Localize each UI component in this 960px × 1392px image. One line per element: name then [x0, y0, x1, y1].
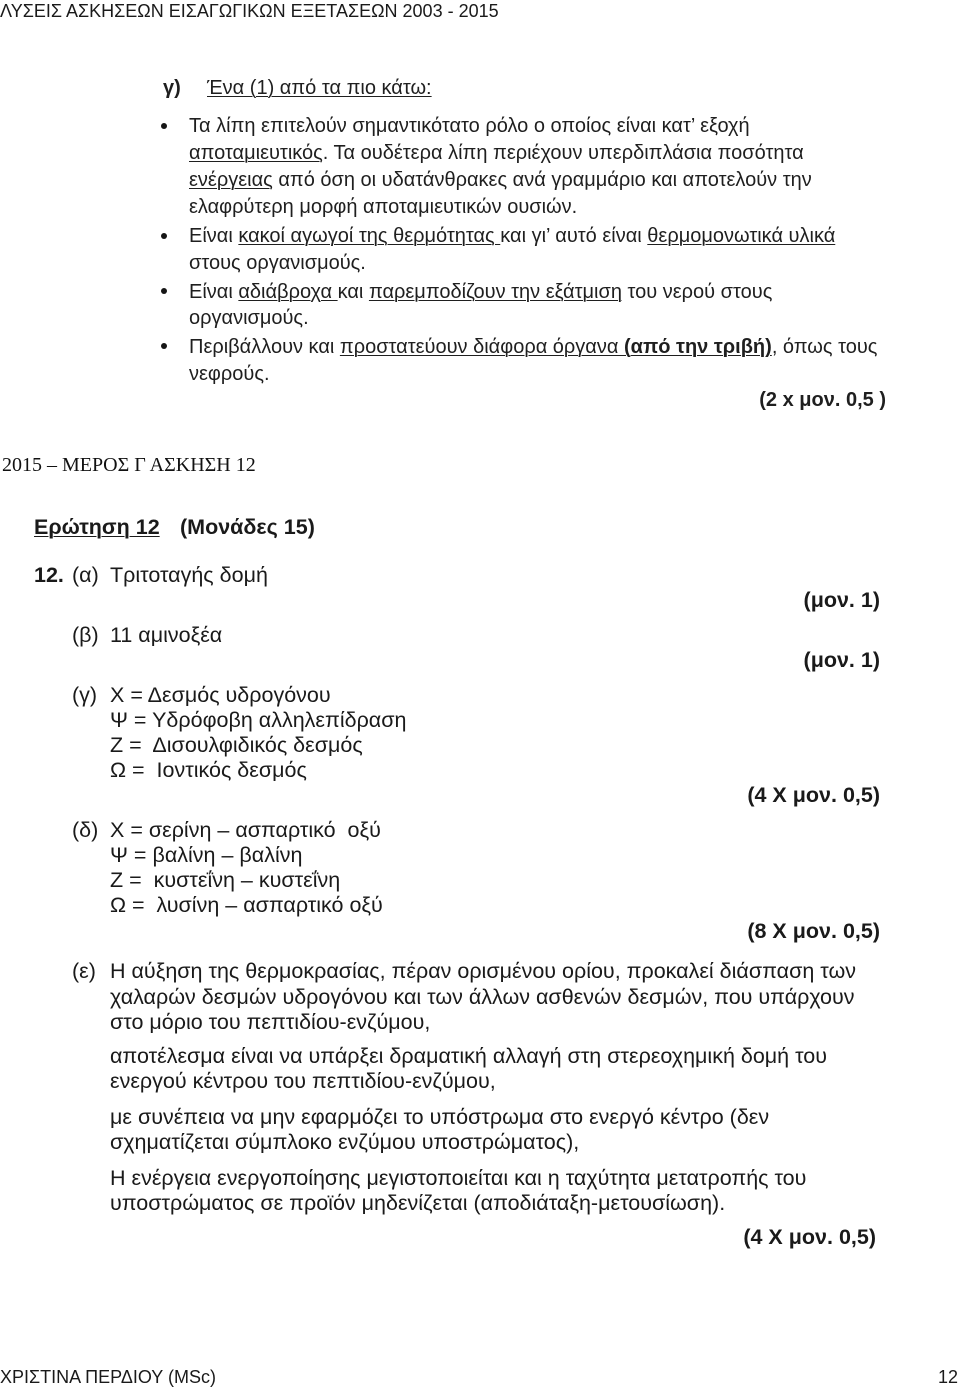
- subpart-d-label: (δ): [72, 818, 99, 842]
- underlined-term: κακοί αγωγοί της θερμότητας: [238, 225, 501, 247]
- subpart-a-marks: (μον. 1): [803, 588, 880, 612]
- part-g-marks: (2 x μον. 0,5 ): [759, 389, 886, 411]
- subpart-b-label: (β): [72, 623, 99, 647]
- underlined-term: ενέργειας: [189, 169, 273, 191]
- page-number: 12: [937, 1367, 958, 1387]
- bullet-icon: [161, 233, 167, 239]
- subpart-c-line: Ω = Ιοντικός δεσμός: [110, 758, 307, 782]
- bullet-1-line-2: [189, 141, 804, 165]
- question-number: 12.: [34, 563, 64, 587]
- text-run: ελαφρύτερη μορφή αποταμιευτικών ουσιών.: [189, 196, 578, 218]
- subpart-b-marks: (μον. 1): [803, 648, 880, 672]
- subpart-e-line: Η αύξηση της θερμοκρασίας, πέραν ορισμένου ορίου, προκαλεί διάσπαση των: [110, 959, 856, 983]
- subpart-e-line: χαλαρών δεσμών υδρογόνου και των άλλων ασθενών δεσμών, που υπάρχουν: [110, 985, 855, 1009]
- subpart-b-answer: 11 αμινοξέα: [110, 623, 223, 647]
- bullet-2-line-1: [189, 224, 835, 248]
- text-run: από όση οι υδατάνθρακες ανά γραμμάριο και αποτελούν την: [272, 169, 812, 191]
- question-title: Ερώτηση 12: [34, 515, 160, 539]
- text-run: και: [337, 281, 369, 303]
- underlined-term: θερμομονωτικά υλικά: [647, 225, 836, 247]
- underlined-term: αδιάβροχα: [238, 281, 338, 303]
- subpart-e-line: ενεργού κέντρου του πεπτιδίου-ενζύμου,: [110, 1069, 496, 1093]
- subpart-d-line: Χ = σερίνη – ασπαρτικό οξύ: [110, 818, 381, 842]
- text-run: οργανισμούς.: [189, 307, 309, 329]
- bullet-2-line-2: [189, 251, 366, 275]
- text-run: Περιβάλλουν και: [189, 336, 340, 358]
- bullet-icon: [161, 343, 167, 349]
- subpart-d-line: Ω = λυσίνη – ασπαρτικό οξύ: [110, 893, 383, 917]
- subpart-e-line: σχηματίζεται σύμπλοκο ενζύμου υποστρώματος),: [110, 1130, 580, 1154]
- text-run: και γι’ αυτό είναι: [500, 225, 648, 247]
- bullet-4-line-2: [189, 362, 270, 386]
- text-run: νεφρούς.: [189, 363, 270, 385]
- subpart-d-line: Ζ = κυστεΐνη – κυστεΐνη: [110, 868, 341, 892]
- text-run: του νερού στους: [621, 281, 773, 303]
- text-run: στους οργανισμούς.: [189, 252, 366, 274]
- section-title: 2015 – ΜΕΡΟΣ Γ ΑΣΚΗΣΗ 12: [2, 454, 256, 476]
- underlined-bold-term: (από την τριβή): [624, 336, 772, 358]
- question-points: (Μονάδες 15): [180, 515, 315, 539]
- footer-author: ΧΡΙΣΤΙΝΑ ΠΕΡΔΙΟΥ (MSc): [0, 1367, 216, 1387]
- subpart-e-marks: (4 X μον. 0,5): [743, 1225, 876, 1249]
- text-run: . Τα ουδέτερα λίπη περιέχουν υπερδιπλάσια ποσότητα: [322, 142, 804, 164]
- part-label: γ): [163, 77, 181, 99]
- underlined-term: αποταμιευτικός: [189, 142, 323, 164]
- text-run: , όπως τους: [771, 336, 878, 358]
- subpart-e-line: αποτέλεσμα είναι να υπάρξει δραματική αλλαγή στη στερεοχημική δομή του: [110, 1044, 828, 1068]
- underlined-term: παρεμποδίζουν την εξάτμιση: [368, 281, 622, 303]
- bullet-icon: [161, 123, 167, 129]
- text-run: Είναι: [189, 281, 239, 303]
- subpart-c-marks: (4 X μον. 0,5): [747, 783, 880, 807]
- subpart-e-label: (ε): [72, 959, 96, 983]
- bullet-icon: [161, 288, 167, 294]
- bullet-4-line-1: [189, 335, 877, 359]
- bullet-3-line-1: [189, 280, 772, 304]
- running-header: ΛΥΣΕΙΣ ΑΣΚΗΣΕΩΝ ΕΙΣΑΓΩΓΙΚΩΝ ΕΞΕΤΑΣΕΩΝ 2003 - 2015: [0, 1, 499, 21]
- subpart-a-answer: Τριτοταγής δομή: [110, 563, 268, 587]
- text-run: Τα λίπη επιτελούν σημαντικότατο ρόλο ο οποίος είναι κατ’ εξοχή: [189, 115, 750, 137]
- underlined-term: προστατεύουν διάφορα όργανα: [339, 336, 624, 358]
- subpart-d-line: Ψ = βαλίνη – βαλίνη: [110, 843, 303, 867]
- subpart-a-label: (α): [72, 563, 99, 587]
- subpart-e-line: με συνέπεια να μην εφαρμόζει το υπόστρωμα στο ενεργό κέντρο (δεν: [110, 1105, 770, 1129]
- subpart-c-line: Χ = Δεσμός υδρογόνου: [110, 683, 331, 707]
- subpart-e-line: στο μόριο του πεπτιδίου-ενζύμου,: [110, 1010, 431, 1034]
- bullet-1-line-3: [189, 168, 812, 192]
- bullet-3-line-2: [189, 306, 309, 330]
- part-intro: Ένα (1) από τα πιο κάτω:: [207, 77, 432, 99]
- subpart-e-line: υποστρώματος σε προϊόν μηδενίζεται (αποδιάταξη-μετουσίωση).: [110, 1191, 726, 1215]
- text-run: Είναι: [189, 225, 239, 247]
- bullet-1-line-4: [189, 195, 577, 219]
- subpart-d-marks: (8 X μον. 0,5): [747, 919, 880, 943]
- subpart-c-line: Ψ = Υδρόφοβη αλληλεπίδραση: [110, 708, 407, 732]
- bullet-1-line-1: [189, 114, 750, 138]
- subpart-e-line: Η ενέργεια ενεργοποίησης μεγιστοποιείται και η ταχύτητα μετατροπής του: [110, 1166, 807, 1190]
- subpart-c-line: Ζ = Δισουλφιδικός δεσμός: [110, 733, 363, 757]
- subpart-c-label: (γ): [72, 683, 98, 707]
